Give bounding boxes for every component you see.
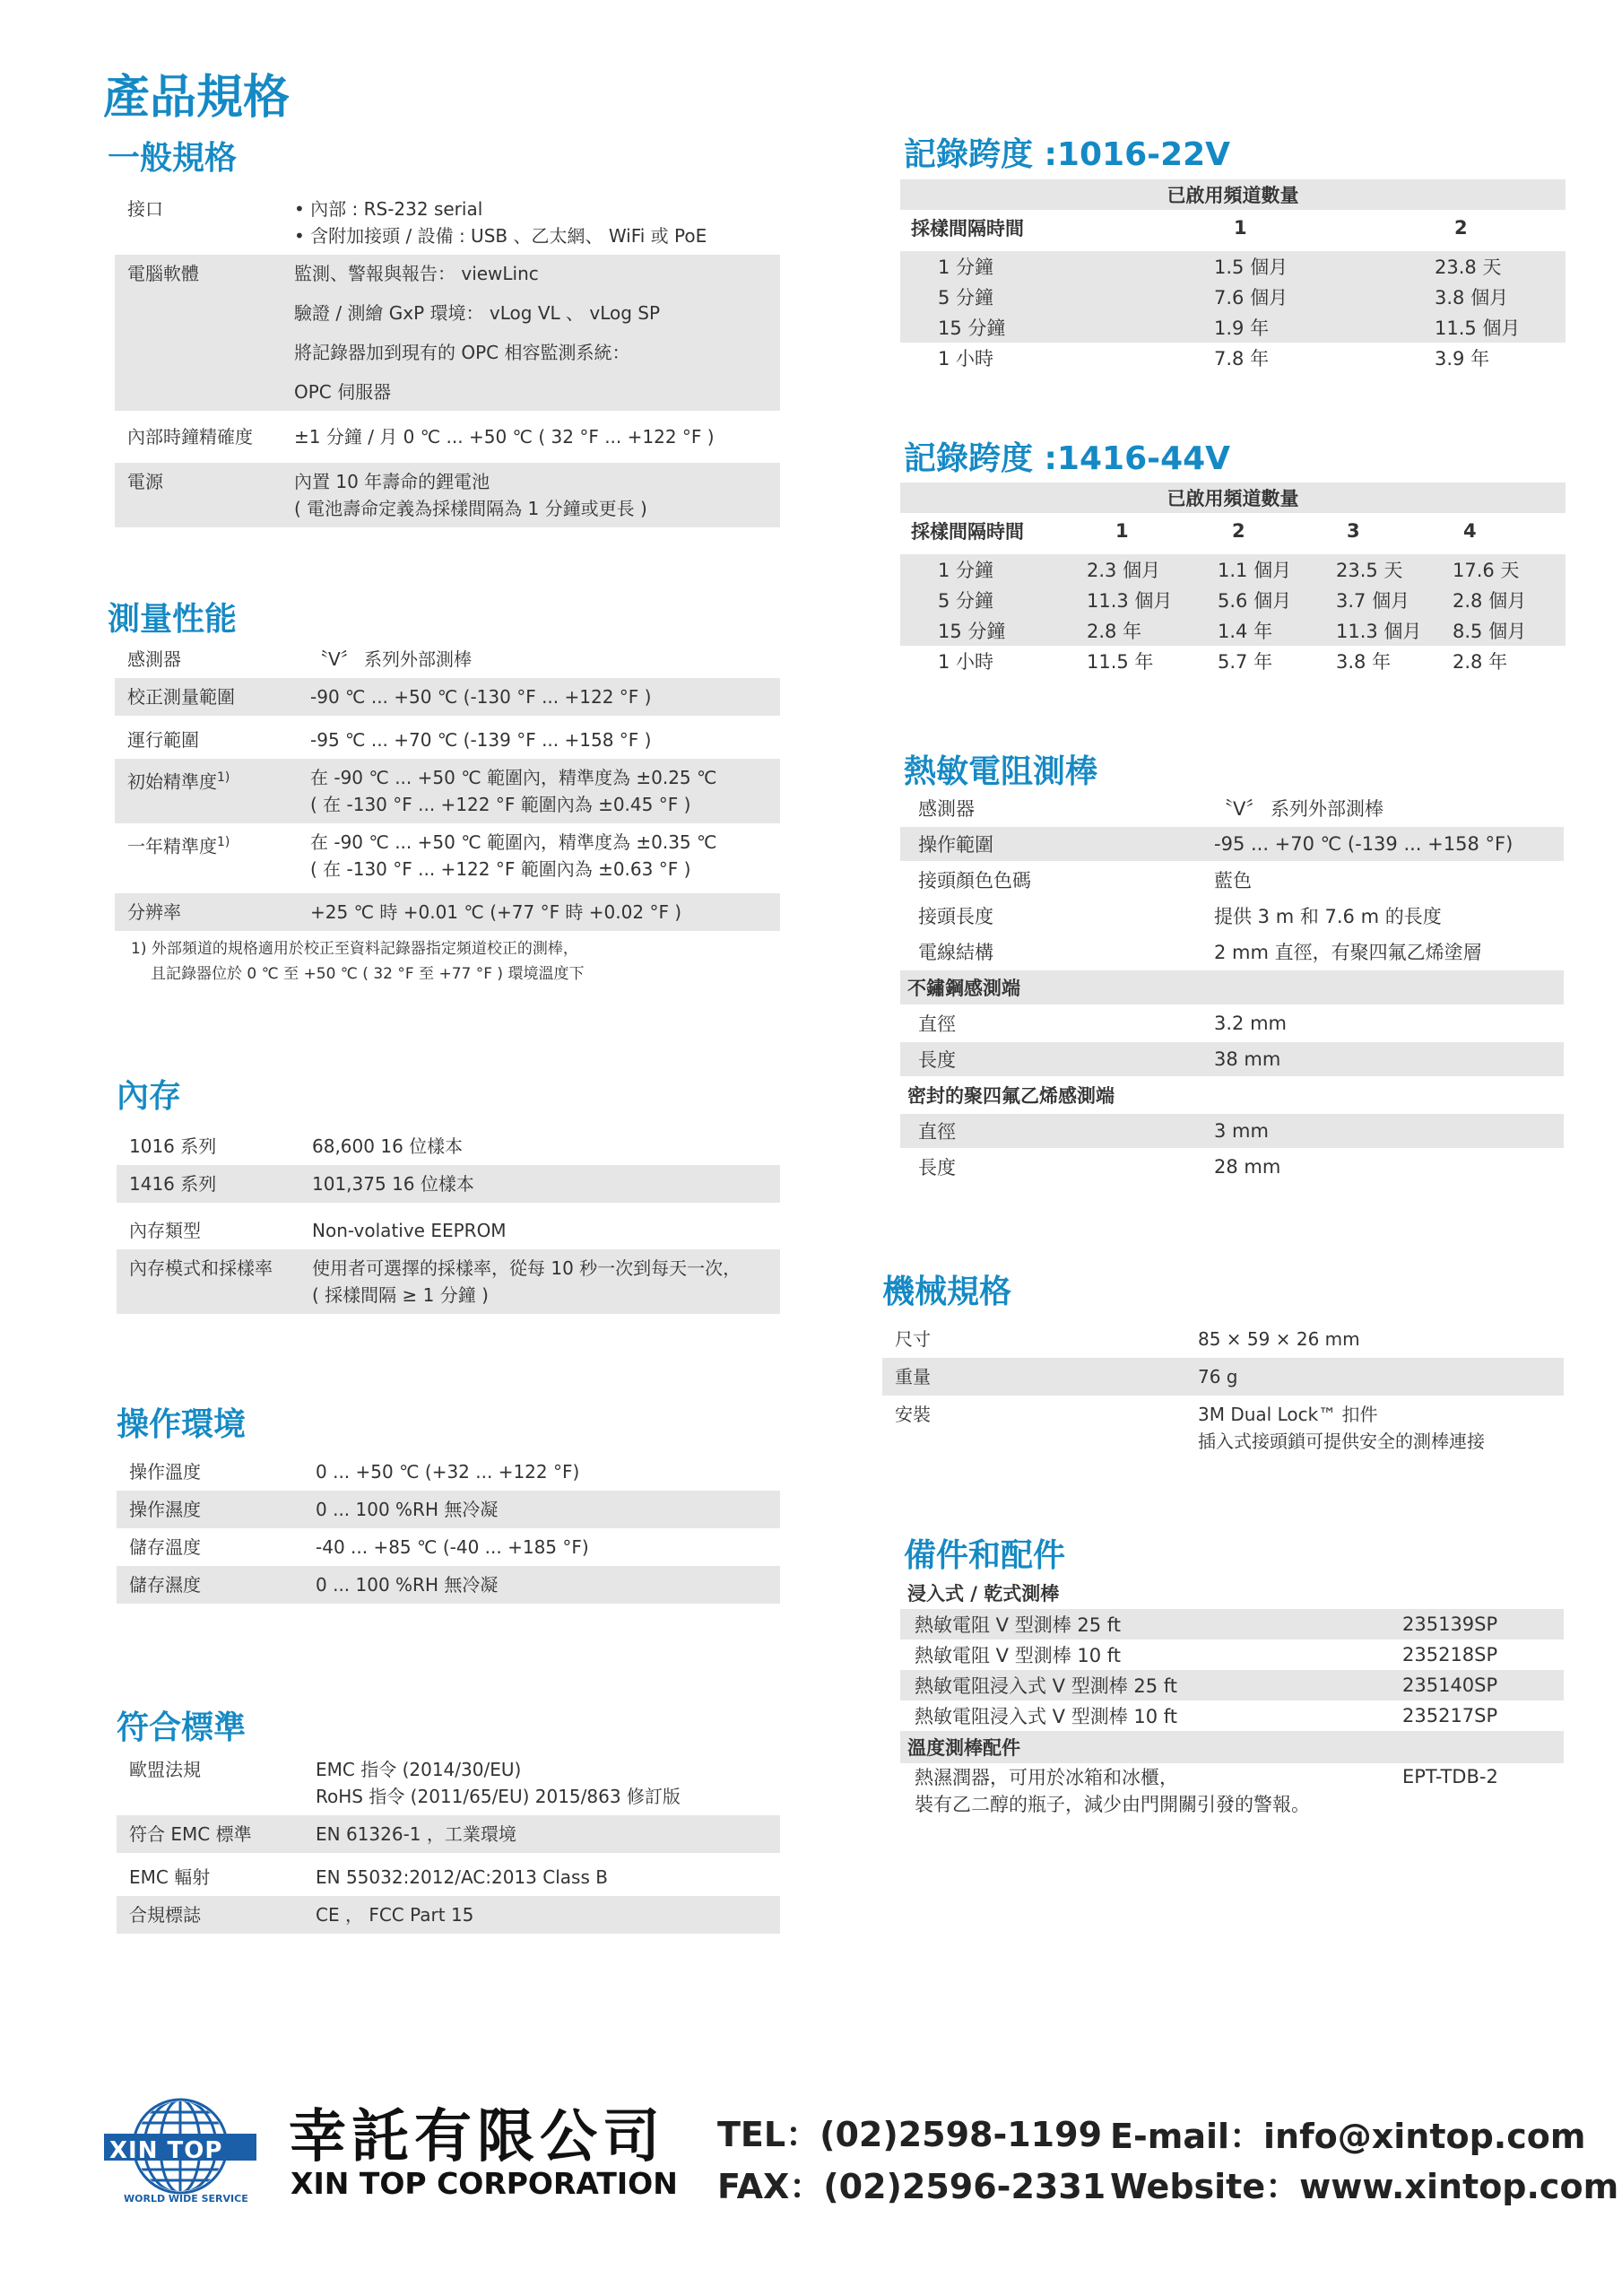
value-cell: 11.5 個月	[1435, 317, 1521, 339]
spec-row	[117, 1127, 780, 1165]
spec-value	[316, 1571, 780, 1598]
value-cell: 23.8 天	[1435, 257, 1502, 278]
spec-row	[117, 1815, 780, 1853]
spec-label: 校正測量範圍	[127, 686, 235, 708]
spec-value-line: ( 採樣間隔 ≥ 1 分鐘 )	[312, 1284, 489, 1306]
probe-row	[900, 1006, 1564, 1040]
spec-label: 符合 EMC 標準	[129, 1823, 252, 1845]
spec-value-line: +25 ℃ 時 +0.01 ℃ (+77 °F 時 +0.02 °F )	[310, 901, 682, 923]
spec-value	[310, 764, 780, 818]
spec-row	[117, 1491, 780, 1528]
spec-label: 1416 系列	[129, 1173, 217, 1195]
spec-row	[115, 759, 780, 823]
value-cell: 2.8 個月	[1453, 590, 1527, 612]
probe-value: 藍色	[1214, 870, 1252, 891]
value-cell: 8.5 個月	[1453, 621, 1527, 642]
probe-value: 〝V〞 系列外部測棒	[1214, 798, 1384, 820]
value-cell: 11.3 個月	[1336, 621, 1422, 642]
spec-value	[312, 1217, 780, 1244]
accessory-name: 熱敏電阻浸入式 V 型測棒 10 ft	[915, 1706, 1178, 1727]
spec-label: 電源	[127, 471, 163, 492]
probe-row	[900, 1150, 1564, 1184]
accessories-title: 備件和配件	[904, 1537, 1066, 1574]
span-row	[900, 343, 1566, 373]
spec-row	[117, 1249, 780, 1314]
table-header-top	[900, 483, 1566, 513]
accessory-name: 熱敏電阻浸入式 V 型測棒 25 ft	[915, 1675, 1178, 1697]
spec-value	[312, 1170, 780, 1197]
interval-cell: 15 分鐘	[938, 621, 1006, 642]
spec-label: 尺寸	[895, 1328, 931, 1350]
spec-value-line: 0 ... +50 ℃ (+32 ... +122 °F)	[316, 1461, 580, 1483]
interval-cell: 1 分鐘	[938, 257, 994, 278]
header-channel: 1	[1234, 217, 1247, 239]
spec-row	[117, 1566, 780, 1604]
spec-value	[294, 260, 780, 405]
probe-value: -95 ... +70 ℃ (-139 ... +158 °F)	[1214, 833, 1514, 855]
span1016-table	[900, 179, 1566, 373]
accessory-row	[900, 1700, 1564, 1731]
spec-value	[316, 1458, 780, 1485]
spec-label: 接口	[127, 198, 163, 220]
value-cell: 3.8 年	[1336, 651, 1392, 673]
probe-label: 操作範圍	[918, 834, 993, 856]
spec-value-line: 使用者可選擇的採樣率，從每 10 秒一次到每天一次，	[312, 1257, 742, 1279]
probe-value: 28 mm	[1214, 1156, 1281, 1178]
spec-value-line: 0 ... 100 %RH 無冷凝	[316, 1499, 499, 1520]
value-cell: 3.9 年	[1435, 348, 1490, 370]
spec-row	[117, 1165, 780, 1203]
span-row	[900, 282, 1566, 312]
page-title: 產品規格	[103, 71, 291, 125]
measure-note-1: 1) 外部頻道的規格適用於校正至資料記錄器指定頻道校正的測棒，	[131, 940, 578, 958]
accessory-row	[900, 1609, 1564, 1639]
spec-value-line: ±1 分鐘 / 月 0 ℃ ... +50 ℃ ( 32 °F ... +122 °F )	[294, 426, 715, 448]
spec-row	[882, 1358, 1564, 1396]
accessory-desc-line-2: 裝有乙二醇的瓶子，減少由門開關引發的警報。	[915, 1794, 1310, 1815]
accessory-code: 235139SP	[1402, 1613, 1498, 1635]
accessory-subtitle	[900, 1731, 1564, 1763]
spec-value-line: 3M Dual Lock™ 扣件	[1198, 1404, 1378, 1425]
general-spec-title: 一般規格	[108, 140, 238, 177]
value-cell: 2.8 年	[1087, 621, 1142, 642]
probe-label: 直徑	[918, 1121, 956, 1143]
probe-value: 提供 3 m 和 7.6 m 的長度	[1214, 906, 1442, 927]
accessory-name: 熱敏電阻 V 型測棒 10 ft	[915, 1645, 1122, 1666]
probe-value: 3.2 mm	[1214, 1013, 1287, 1034]
spec-label: EMC 輻射	[129, 1866, 211, 1888]
spec-label: 儲存濕度	[129, 1574, 201, 1596]
probe-label: 電線結構	[918, 942, 993, 963]
value-cell: 2.3 個月	[1087, 560, 1161, 581]
compliance-table	[117, 1751, 780, 1934]
memory-title: 內存	[117, 1078, 182, 1115]
spec-value-line: • 內部 : RS-232 serial	[294, 198, 483, 220]
probe-label: 長度	[918, 1157, 956, 1178]
measure-note-2: 且記錄器位於 0 ℃ 至 +50 ℃ ( 32 °F 至 +77 °F ) 環境溫度下	[151, 965, 585, 983]
interval-cell: 15 分鐘	[938, 317, 1006, 339]
probe-label: 接頭長度	[918, 906, 993, 927]
company-name-en: XIN TOP CORPORATION	[291, 2166, 678, 2201]
spec-value-line: -95 ℃ ... +70 ℃ (-139 °F ... +158 °F )	[310, 729, 652, 751]
spec-row	[115, 823, 780, 888]
value-cell: 17.6 天	[1453, 560, 1520, 581]
table-header-top	[900, 179, 1566, 210]
spec-row	[882, 1396, 1564, 1460]
value-cell: 7.8 年	[1214, 348, 1270, 370]
spec-label: 初始精準度$^{1)}$	[127, 770, 230, 793]
spec-value	[316, 1534, 780, 1561]
spec-value	[1198, 1326, 1564, 1352]
header-interval: 採樣間隔時間	[911, 218, 1024, 239]
spec-value	[316, 1756, 780, 1810]
measure-title: 測量性能	[108, 601, 238, 638]
span-row	[900, 585, 1566, 615]
measure-table	[115, 640, 780, 936]
spec-value-line: 插入式接頭鎖可提供安全的測棒連接	[1198, 1431, 1485, 1452]
accessory-row	[900, 1790, 1564, 1817]
spec-row	[115, 255, 780, 411]
span-row	[900, 615, 1566, 646]
spec-row	[117, 1212, 780, 1249]
spec-row	[117, 1858, 780, 1896]
header-channel: 2	[1232, 520, 1245, 542]
accessory-subtitle	[900, 1577, 1564, 1609]
probe-row	[900, 935, 1564, 969]
probe-label: 感測器	[918, 798, 975, 820]
spec-label: 內部時鐘精確度	[127, 426, 253, 448]
email-text: E-mail：info@xintop.com	[1110, 2117, 1586, 2156]
span-row	[900, 251, 1566, 282]
spec-label: 重量	[895, 1366, 931, 1387]
span1416-title: 記錄跨度 :1416-44V	[904, 440, 1231, 477]
accessory-code: 235218SP	[1402, 1644, 1498, 1665]
spec-row	[117, 1453, 780, 1491]
value-cell: 23.5 天	[1336, 560, 1403, 581]
compliance-title: 符合標準	[117, 1709, 247, 1746]
spec-row	[117, 1751, 780, 1815]
value-cell: 11.5 年	[1087, 651, 1154, 673]
spec-value	[312, 1255, 780, 1309]
spec-row	[115, 640, 780, 678]
probe-value: 3 mm	[1214, 1120, 1269, 1142]
probe-row	[900, 827, 1564, 861]
spec-value-line: 85 × 59 × 26 mm	[1198, 1328, 1360, 1350]
company-name-cn: 幸託有限公司	[289, 2103, 665, 2170]
value-cell: 2.8 年	[1453, 651, 1508, 673]
spec-label: 儲存溫度	[129, 1536, 201, 1558]
spec-value-line: EMC 指令 (2014/30/EU)	[316, 1759, 522, 1780]
accessory-row	[900, 1639, 1564, 1670]
spec-value-line: 76 g	[1198, 1366, 1238, 1387]
spec-value	[310, 646, 780, 673]
footnote-marker: 1)	[217, 770, 230, 785]
tel-text: TEL：(02)2598-1199	[717, 2115, 1103, 2154]
spec-label: 1016 系列	[129, 1135, 217, 1157]
probe-row	[900, 899, 1564, 933]
spec-value-line: EN 55032:2012/AC:2013 Class B	[316, 1866, 608, 1888]
probe-label: 接頭顏色色碼	[918, 870, 1031, 891]
probe-subtitle: 密封的聚四氟乙烯感測端	[907, 1085, 1115, 1107]
spec-value-line: 在 -90 ℃ ... +50 ℃ 範圍內，精準度為 ±0.25 ℃	[310, 767, 717, 788]
accessory-subtitle-text: 溫度測棒配件	[907, 1737, 1020, 1759]
spec-row	[117, 1896, 780, 1934]
logo-ring-text: WORLD WIDE SERVICE	[124, 2193, 248, 2205]
interval-cell: 5 分鐘	[938, 287, 994, 309]
header-channel: 1	[1115, 520, 1129, 542]
probe-subtitle: 不鏽鋼感測端	[907, 978, 1020, 999]
span1416-table	[900, 483, 1566, 676]
spec-value-line: 101,375 16 位樣本	[312, 1173, 474, 1195]
mech-title: 機械規格	[882, 1274, 1012, 1310]
spec-value	[294, 196, 780, 249]
memory-table	[117, 1127, 780, 1314]
spec-value	[310, 726, 780, 753]
accessory-row	[900, 1670, 1564, 1700]
probe-row	[900, 1042, 1564, 1076]
spec-label: 操作溫度	[129, 1461, 201, 1483]
spec-value-line: RoHS 指令 (2011/65/EU) 2015/863 修訂版	[316, 1786, 681, 1807]
value-cell: 1.5 個月	[1214, 257, 1288, 278]
probe-table	[900, 791, 1564, 1186]
spec-value-line: ( 電池壽命定義為採樣間隔為 1 分鐘或更長 )	[294, 498, 647, 519]
probe-row	[900, 970, 1564, 1004]
probe-value: 38 mm	[1214, 1048, 1281, 1070]
spec-value-line: 68,600 16 位樣本	[312, 1135, 464, 1157]
operating-title: 操作環境	[117, 1406, 247, 1443]
accessory-subtitle-text: 浸入式 / 乾式測棒	[907, 1583, 1060, 1605]
spec-label: 運行範圍	[127, 729, 199, 751]
spec-row	[117, 1528, 780, 1566]
header-interval: 採樣間隔時間	[911, 521, 1024, 543]
spec-value-line: -40 ... +85 ℃ (-40 ... +185 °F)	[316, 1536, 589, 1558]
spec-row	[115, 418, 780, 456]
spec-value-line: Non-volative EEPROM	[312, 1220, 507, 1241]
header-channels: 已啟用頻道數量	[1167, 488, 1299, 509]
spec-label: 電腦軟體	[127, 263, 199, 284]
span1016-title: 記錄跨度 :1016-22V	[904, 136, 1231, 173]
fax-text: FAX：(02)2596-2331	[717, 2167, 1106, 2206]
spec-value-line: • 含附加接頭 / 設備 : USB 、乙太網、 WiFi 或 PoE	[294, 225, 707, 247]
spec-row	[115, 893, 780, 931]
spec-value	[294, 423, 780, 450]
spec-value	[310, 683, 780, 710]
accessory-row	[900, 1763, 1564, 1790]
spec-label: 安裝	[895, 1404, 931, 1425]
probe-label: 長度	[918, 1049, 956, 1071]
spec-value-line: 0 ... 100 %RH 無冷凝	[316, 1574, 499, 1596]
footnote-marker: 1)	[217, 835, 230, 849]
probe-row	[900, 863, 1564, 897]
spec-value	[316, 1901, 780, 1928]
spec-value-line: -90 ℃ ... +50 ℃ (-130 °F ... +122 °F )	[310, 686, 652, 708]
probe-row	[900, 1114, 1564, 1148]
span-row	[900, 554, 1566, 585]
spec-label: 操作濕度	[129, 1499, 201, 1520]
spec-value-line: CE ， FCC Part 15	[316, 1904, 474, 1926]
interval-cell: 1 小時	[938, 348, 994, 370]
mech-table	[882, 1320, 1564, 1460]
spec-value-line: 在 -90 ℃ ... +50 ℃ 範圍內，精準度為 ±0.35 ℃	[310, 831, 717, 853]
span-row	[900, 646, 1566, 676]
spec-value-line: 將記錄器加到現有的 OPC 相容監測系統：	[294, 342, 630, 363]
value-cell: 1.4 年	[1218, 621, 1273, 642]
accessory-name: 熱敏電阻 V 型測棒 25 ft	[915, 1614, 1122, 1636]
spec-value	[310, 829, 780, 883]
probe-row	[900, 1078, 1564, 1112]
spec-label: 一年精準度$^{1)}$	[127, 835, 230, 857]
spec-value	[1198, 1363, 1564, 1390]
spec-row	[882, 1320, 1564, 1358]
header-channel: 2	[1454, 217, 1468, 239]
header-channel: 3	[1347, 520, 1360, 542]
spec-value-line: ( 在 -130 °F ... +122 °F 範圍內為 ±0.45 °F )	[310, 794, 691, 815]
accessory-code: EPT-TDB-2	[1402, 1766, 1498, 1787]
table-header-cols	[900, 513, 1566, 549]
value-cell: 11.3 個月	[1087, 590, 1173, 612]
spec-value	[312, 1133, 780, 1160]
spec-value-line: ( 在 -130 °F ... +122 °F 範圍內為 ±0.63 °F )	[310, 858, 691, 880]
accessory-code: 235140SP	[1402, 1674, 1498, 1696]
probe-value: 2 mm 直徑，有聚四氟乙烯塗層	[1214, 942, 1482, 963]
value-cell: 1.9 年	[1214, 317, 1270, 339]
general-spec-table	[115, 190, 780, 527]
value-cell: 3.8 個月	[1435, 287, 1509, 309]
value-cell: 7.6 個月	[1214, 287, 1288, 309]
span-row	[900, 312, 1566, 343]
spec-value	[310, 899, 780, 926]
spec-value-line: 監測、警報與報告： viewLinc	[294, 263, 539, 284]
spec-value-line: EN 61326-1 ，工業環境	[316, 1823, 516, 1845]
probe-label: 直徑	[918, 1013, 956, 1035]
spec-label: 合規標誌	[129, 1904, 201, 1926]
probe-title: 熱敏電阻測棒	[904, 753, 1098, 790]
spec-value	[1198, 1401, 1564, 1455]
spec-row	[115, 190, 780, 255]
table-header-cols	[900, 210, 1566, 246]
spec-value-line: 內置 10 年壽命的鋰電池	[294, 471, 490, 492]
value-cell: 3.7 個月	[1336, 590, 1410, 612]
spec-row	[115, 463, 780, 527]
spec-value	[294, 468, 780, 522]
interval-cell: 5 分鐘	[938, 590, 994, 612]
spec-label: 內存類型	[129, 1220, 201, 1241]
footer	[0, 2058, 1622, 2206]
value-cell: 1.1 個月	[1218, 560, 1292, 581]
logo-text: XIN TOP	[109, 2137, 223, 2164]
accessory-code: 235217SP	[1402, 1705, 1498, 1726]
value-cell: 5.6 個月	[1218, 590, 1292, 612]
probe-row	[900, 791, 1564, 825]
spec-label: 感測器	[127, 648, 181, 670]
spec-label: 歐盟法規	[129, 1759, 201, 1780]
spec-value-line: 〝V〞 系列外部測棒	[310, 648, 473, 670]
website-text: Website：www.xintop.com	[1110, 2167, 1619, 2206]
spec-value-line: OPC 伺服器	[294, 381, 392, 403]
spec-value	[316, 1821, 780, 1848]
spec-value-line: 驗證 / 測繪 GxP 環境： vLog VL 、 vLog SP	[294, 302, 661, 324]
spec-value	[316, 1864, 780, 1891]
value-cell: 5.7 年	[1218, 651, 1273, 673]
accessory-desc-line-1: 熱濕潤器，可用於冰箱和冰櫃，	[915, 1767, 1178, 1788]
spec-label: 內存模式和採樣率	[129, 1257, 273, 1279]
spec-label: 分辨率	[127, 901, 181, 923]
header-channel: 4	[1463, 520, 1477, 542]
spec-row	[115, 721, 780, 759]
accessories-table	[900, 1577, 1564, 1817]
spec-row	[115, 678, 780, 716]
operating-table	[117, 1453, 780, 1604]
interval-cell: 1 小時	[938, 651, 994, 673]
interval-cell: 1 分鐘	[938, 560, 994, 581]
spec-value	[316, 1496, 780, 1523]
header-channels: 已啟用頻道數量	[1167, 185, 1299, 206]
